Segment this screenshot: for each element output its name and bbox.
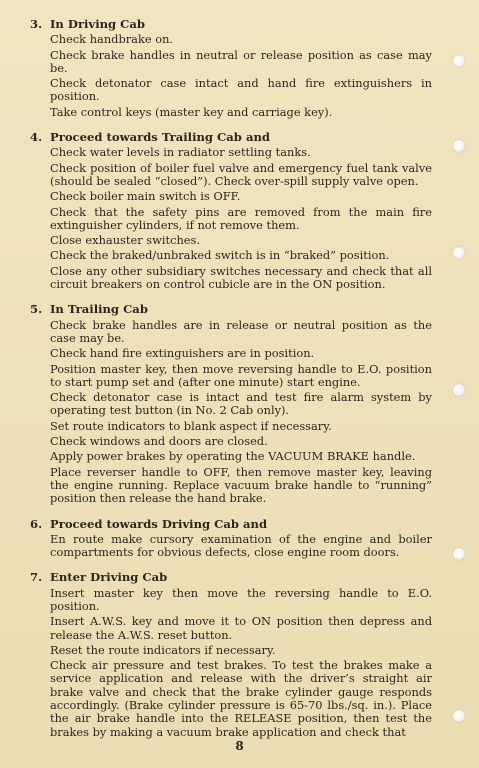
section-number: 4. (30, 130, 43, 145)
section-title: Proceed towards Driving Cab and (50, 516, 268, 531)
instruction-item: Check hand fire extinguishers are in position. (50, 346, 315, 361)
binder-hole (453, 548, 465, 560)
section-number: 5. (30, 302, 43, 317)
instruction-item: Insert master key then move the reversing handle to E.O. position. (50, 585, 432, 613)
instruction-item: Check handbrake on. (50, 32, 174, 47)
section-title: In Driving Cab (50, 17, 146, 31)
section-number: 7. (30, 570, 43, 585)
section-items (50, 33, 432, 119)
section-items (50, 533, 432, 560)
instruction-item: Check brake handles in neutral or release position as case may be. (50, 47, 432, 75)
instruction-item: Check boiler main switch is OFF. (50, 189, 241, 204)
section-title: Proceed towards Trailing Cab and (50, 130, 270, 145)
section-heading (30, 518, 432, 531)
section-number: 6. (30, 516, 43, 531)
instruction-item: Check air pressure and test brakes. To test the brakes make a service application and release with the driver’s straight air brake valve and check that the brake cylinder gauge responds accordingly. (Brake cylinder pressure is 65-70 lbs./sq. in.). Place the air brake handle into the RELEASE position, then test the brakes by making a vacuum brake application and check that (50, 658, 432, 739)
section-items (50, 319, 432, 506)
section-heading (30, 303, 432, 316)
instruction-item: Check that the safety pins are removed from the main fire extinguisher cylinders, if not remove them. (50, 204, 432, 232)
instruction-item: Take control keys (master key and carriage key). (50, 104, 333, 119)
instruction-item: Check windows and doors are closed. (50, 434, 268, 449)
section-in-trailing-cab (30, 303, 432, 505)
instruction-item: Check the braked/unbraked switch is in “braked” position. (50, 248, 390, 263)
instruction-item: Check brake handles are in release or neutral position as the case may be. (50, 317, 432, 345)
binder-hole (453, 55, 465, 67)
section-proceed-trailing-cab (30, 131, 432, 291)
instruction-item: Check water levels in radiator settling tanks. (50, 145, 311, 160)
section-heading (30, 18, 432, 31)
instruction-item: Place reverser handle to OFF, then remove master key, leaving the engine running. Replace vacuum brake handle to “running” position then release the hand brake. (50, 464, 432, 506)
section-enter-driving-cab (30, 571, 432, 739)
instruction-item: Close exhauster switches. (50, 233, 201, 248)
instruction-item: Position master key, then move reversing handle to E.O. position to start pump set and (after one minute) start engine. (50, 361, 432, 389)
instruction-item: Set route indicators to blank aspect if necessary. (50, 418, 332, 433)
binder-hole (453, 710, 465, 722)
instruction-item: Check position of boiler fuel valve and emergency fuel tank valve (should be sealed “closed”). Check over-spill supply valve open. (50, 160, 432, 188)
section-title: In Trailing Cab (50, 302, 148, 317)
section-title: Enter Driving Cab (50, 570, 168, 585)
instruction-item: En route make cursory examination of the engine and boiler compartments for obvious defects, close engine room doors. (50, 531, 432, 560)
binder-hole (453, 384, 465, 396)
section-heading (30, 571, 432, 584)
instruction-item: Check detonator case intact and hand fire extinguishers in position. (50, 76, 432, 104)
instruction-item: Check detonator case is intact and test fire alarm system by operating test button (in No. 2 Cab only). (50, 390, 432, 418)
section-items (50, 146, 432, 291)
page-content (30, 18, 432, 751)
section-proceed-driving-cab (30, 518, 432, 560)
instruction-item: Close any other subsidiary switches necessary and check that all circuit breakers on control cubicle are in the ON position. (50, 263, 432, 292)
section-number: 3. (30, 17, 43, 31)
section-in-driving-cab (30, 18, 432, 119)
section-items (50, 587, 432, 739)
instruction-item: Reset the route indicators if necessary. (50, 642, 276, 657)
section-heading (30, 131, 432, 144)
page-number: 8 (235, 739, 244, 753)
binder-hole (453, 247, 465, 259)
binder-hole (453, 140, 465, 152)
instruction-item: Insert A.W.S. key and move it to ON position then depress and release the A.W.S. reset button. (50, 614, 432, 642)
instruction-item: Apply power brakes by operating the VACUUM BRAKE handle. (50, 449, 416, 464)
